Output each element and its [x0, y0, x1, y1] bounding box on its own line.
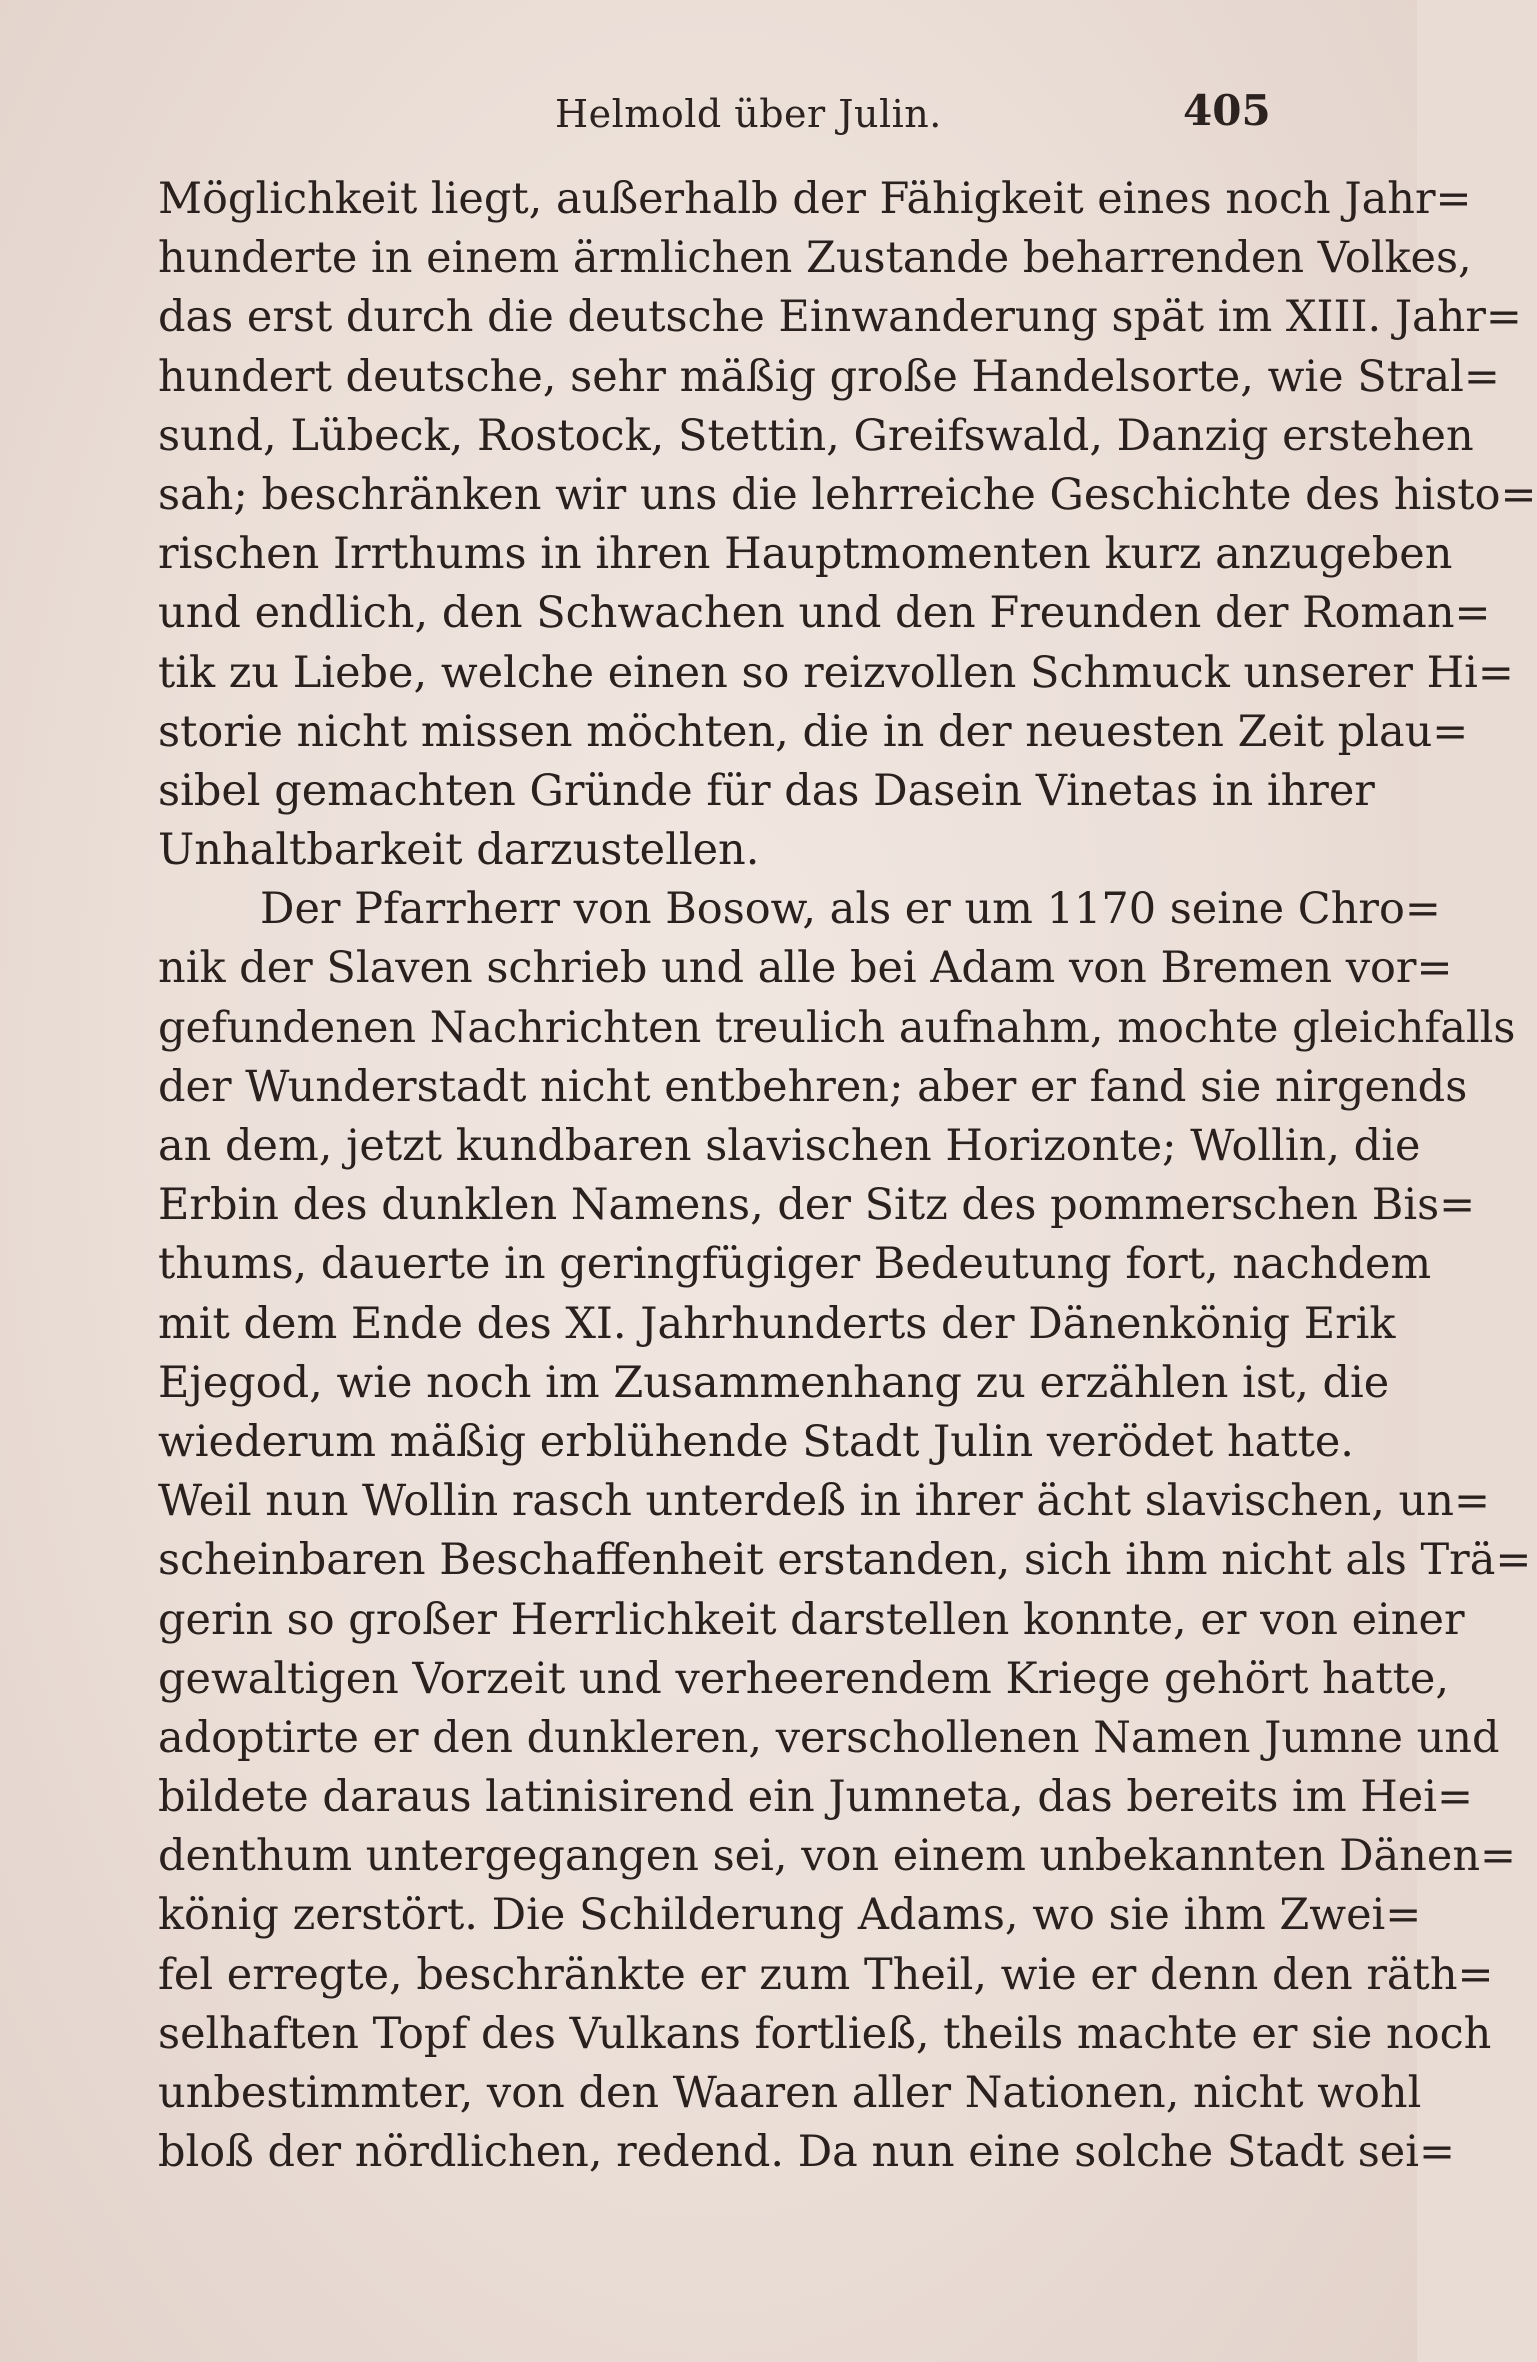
- page-header: [0, 82, 1417, 142]
- text-line: mit dem Ende des XI. Jahrhunderts der Dänenkönig Erik: [158, 1298, 1396, 1349]
- paragraph-2: [158, 880, 1532, 2182]
- text-line: gewaltigen Vorzeit und verheerendem Kriege gehört hatte,: [158, 1653, 1450, 1704]
- text-line: der Wunderstadt nicht entbehren; aber er fand sie nirgends: [158, 1061, 1468, 1112]
- text-line: Ejegod, wie noch im Zusammenhang zu erzählen ist, die: [158, 1357, 1390, 1408]
- text-line: gerin so großer Herrlichkeit darstellen konnte, er von einer: [158, 1594, 1465, 1645]
- running-head: Helmold über Julin.: [555, 92, 942, 136]
- text-line: scheinbaren Beschaffenheit erstanden, sich ihm nicht als Trä=: [158, 1535, 1532, 1586]
- text-line: sund, Lübeck, Rostock, Stettin, Greifswald, Danzig erstehen: [158, 410, 1474, 461]
- text-line: adoptirte er den dunkleren, verschollenen Namen Jumne und: [158, 1712, 1500, 1763]
- text-line: sibel gemachten Gründe für das Dasein Vinetas in ihrer: [158, 765, 1375, 816]
- text-line: Unhaltbarkeit darzustellen.: [158, 825, 760, 876]
- text-line: bildete daraus latinisirend ein Jumneta, das bereits im Hei=: [158, 1772, 1473, 1823]
- text-line: bloß der nördlichen, redend. Da nun eine solche Stadt sei=: [158, 2127, 1455, 2178]
- text-line: storie nicht missen möchten, die in der neuesten Zeit plau=: [158, 706, 1469, 757]
- paragraph-1: [158, 170, 1537, 880]
- text-line: Erbin des dunklen Namens, der Sitz des pommerschen Bis=: [158, 1180, 1476, 1231]
- text-line: das erst durch die deutsche Einwanderung spät im XIII. Jahr=: [158, 292, 1522, 343]
- text-line: fel erregte, beschränkte er zum Theil, wie er denn den räth=: [158, 1949, 1494, 2000]
- text-line: thums, dauerte in geringfügiger Bedeutung fort, nachdem: [158, 1239, 1432, 1290]
- text-line: nik der Slaven schrieb und alle bei Adam von Bremen vor=: [158, 943, 1453, 994]
- text-line: gefundenen Nachrichten treulich aufnahm, mochte gleichfalls: [158, 1002, 1516, 1053]
- text-line: sah; beschränken wir uns die lehrreiche Geschichte des histo=: [158, 469, 1537, 520]
- text-line: und endlich, den Schwachen und den Freunden der Roman=: [158, 588, 1491, 639]
- text-line: Weil nun Wollin rasch unterdeß in ihrer ächt slavischen, un=: [158, 1476, 1490, 1527]
- text-line: rischen Irrthums in ihren Hauptmomenten kurz anzugeben: [158, 529, 1453, 580]
- text-line: selhaften Topf des Vulkans fortließ, theils machte er sie noch: [158, 2008, 1492, 2059]
- text-line: unbestimmter, von den Waaren aller Nationen, nicht wohl: [158, 2068, 1422, 2118]
- text-line: wiederum mäßig erblühende Stadt Julin verödet hatte.: [158, 1416, 1354, 1467]
- text-line: an dem, jetzt kundbaren slavischen Horizonte; Wollin, die: [158, 1121, 1421, 1171]
- text-line: tik zu Liebe, welche einen so reizvollen Schmuck unserer Hi=: [158, 647, 1514, 698]
- text-line: Der Pfarrherr von Bosow, als er um 1170 seine Chro=: [260, 884, 1441, 935]
- text-line: denthum untergegangen sei, von einem unbekannten Dänen=: [158, 1831, 1517, 1882]
- text-line: könig zerstört. Die Schilderung Adams, wo sie ihm Zwei=: [158, 1890, 1422, 1941]
- body-text: [158, 170, 1537, 2182]
- text-line: hundert deutsche, sehr mäßig große Handelsorte, wie Stral=: [158, 351, 1500, 402]
- page-number: 405: [1183, 86, 1271, 135]
- text-line: hunderte in einem ärmlichen Zustande beharrenden Volkes,: [158, 233, 1472, 284]
- text-line: Möglichkeit liegt, außerhalb der Fähigkeit eines noch Jahr=: [158, 174, 1472, 224]
